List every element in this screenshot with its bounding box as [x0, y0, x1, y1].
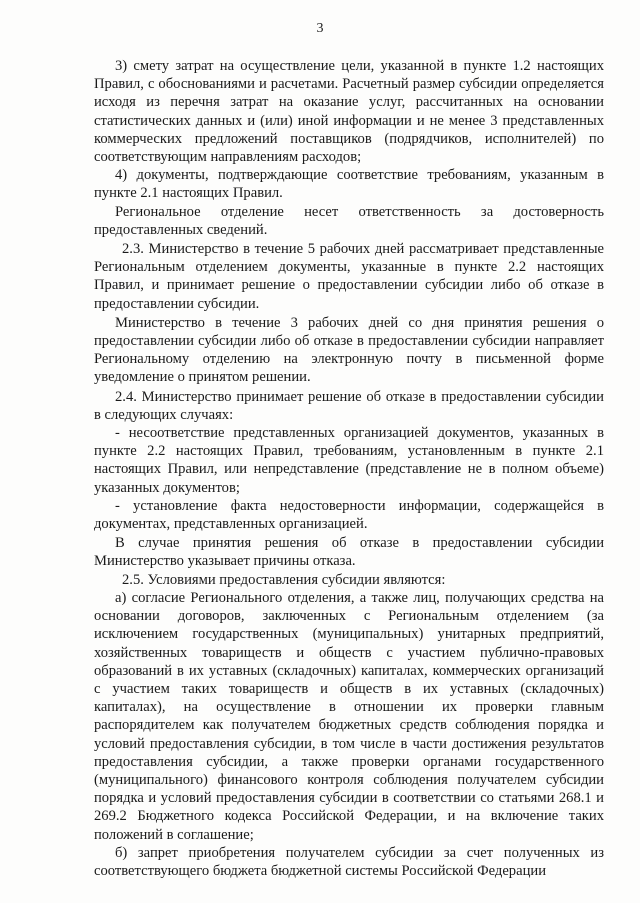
list-item-mismatch: - несоответствие представленных организацией документов, указанных в пункте 2.2 настоящих Правил, требованиям, установленным в пункте 2.1 настоящих Правил, или непредставление (представление не в полном объеме) указанных документов;	[94, 425, 604, 496]
document-body	[94, 57, 604, 880]
paragraph-condition-b: б) запрет приобретения получателем субсидии за счет полученных из соответствующего бюджета бюджетной системы Российской Федерации	[94, 844, 604, 879]
paragraph-responsibility: Региональное отделение несет ответственность за достоверность предоставленных сведений.	[94, 203, 604, 238]
paragraph-documents: 4) документы, подтверждающие соответствие требованиям, указанным в пункте 2.1 настоящих Правил.	[94, 167, 604, 202]
paragraph-2-5: 2.5. Условиями предоставления субсидии являются:	[122, 571, 446, 588]
page-number: 3	[316, 21, 324, 36]
paragraph-condition-a: а) согласие Регионального отделения, а также лиц, получающих средства на основании договоров, заключенных с Региональным отделением (за исключением государственных (муниципальных) унитарных предприятий, хозяйственных товариществ и обществ с участием публично-правовых образований в их уставных (складочных) капиталах, коммерческих организаций с участием таких товариществ и обществ в их уставных (складочных) капиталах), на осуществление в отношении их проверки главным распорядителем как получателем бюджетных средств соблюдения порядка и условий предоставления субсидии, в том числе в части достижения результатов предоставления субсидии, а также проверки органами государственного (муниципального) финансового контроля соблюдения получателем субсидии порядка и условий предоставления субсидии в соответствии со статьями 268.1 и 269.2 Бюджетного кодекса Российской Федерации, и на включение таких положений в соглашение;	[94, 589, 604, 843]
paragraph-notification: Министерство в течение 3 рабочих дней со дня принятия решения о предоставлении субсидии либо об отказе в предоставлении субсидии направляет Региональному отделению на электронную почту в письменной форме уведомление о принятом решении.	[94, 314, 604, 386]
paragraph-smeta: 3) смету затрат на осуществление цели, указанной в пункте 1.2 настоящих Правил, с обоснованиями и расчетами. Расчетный размер субсидии определяется исходя из перечня затрат на оказание услуг, рассчитанных на основании статистических данных и (или) иной информации и не менее 3 представленных коммерческих предложений поставщиков (подрядчиков, исполнителей) по соответствующим направлениям расходов;	[94, 58, 604, 166]
paragraph-2-3: 2.3. Министерство в течение 5 рабочих дней рассматривает представленные Региональным отделением документы, указанные в пункте 2.2 настоящих Правил, и принимает решение о предоставлении субсидии либо об отказе в предоставлении субсидии.	[94, 241, 604, 312]
paragraph-2-4: 2.4. Министерство принимает решение об отказе в предоставлении субсидии в следующих случаях:	[94, 388, 604, 423]
paragraph-refusal-reasons: В случае принятия решения об отказе в предоставлении субсидии Министерство указывает причины отказа.	[94, 535, 604, 570]
list-item-unreliable: - установление факта недостоверности информации, содержащейся в документах, представленных организацией.	[94, 497, 604, 533]
